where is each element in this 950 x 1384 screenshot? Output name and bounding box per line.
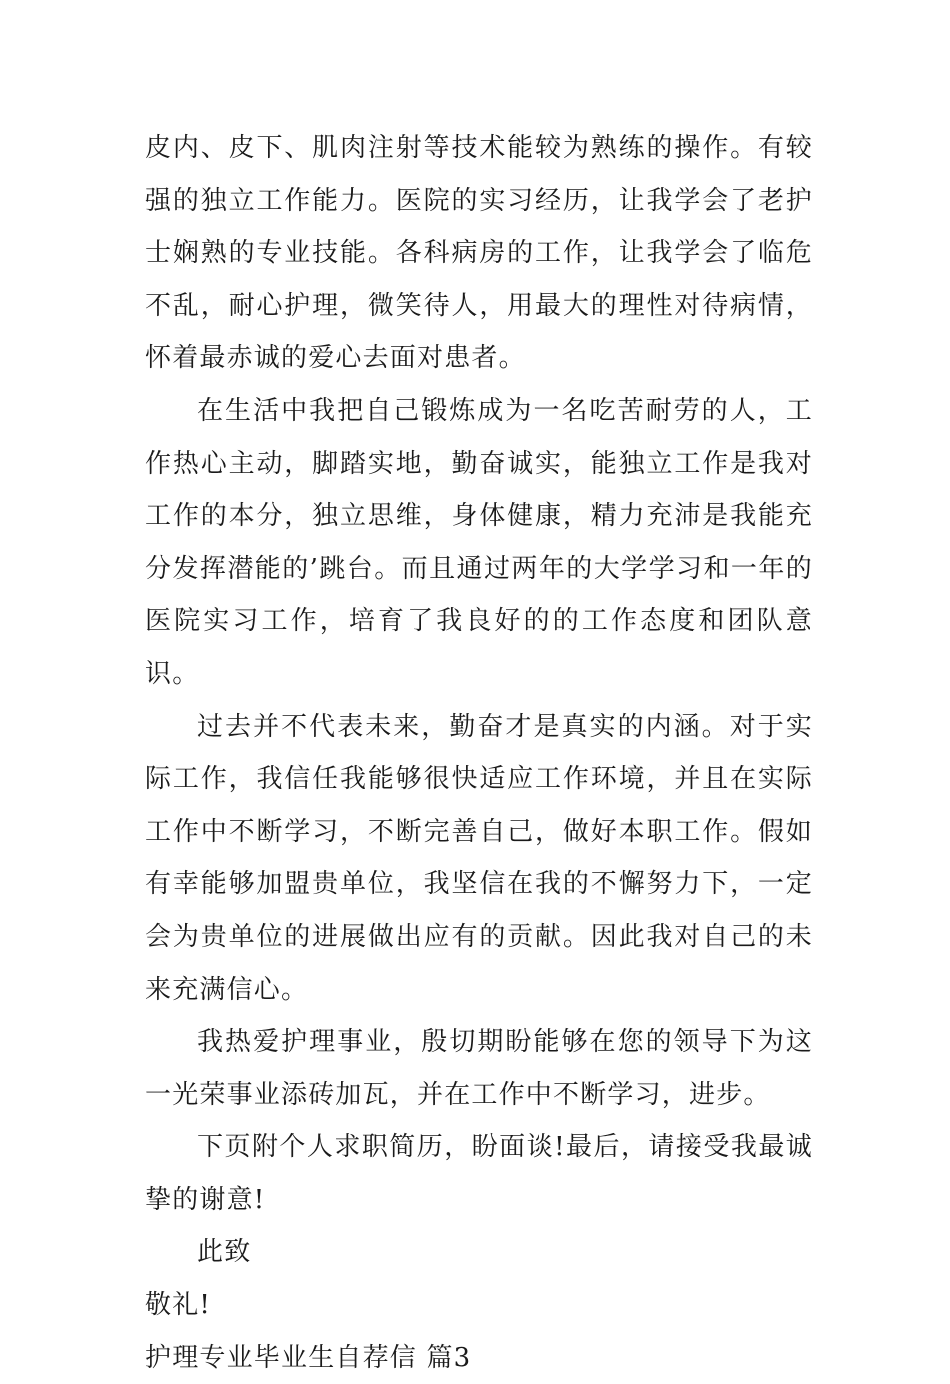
paragraph-career: 我热爱护理事业，殷切期盼能够在您的领导下为这一光荣事业添砖加瓦，并在工作中不断学习，进步。: [145, 1027, 813, 1110]
paragraph-continued: 皮内、皮下、肌肉注射等技术能较为熟练的操作。有较强的独立工作能力。医院的实习经历，让我学会了老护士娴熟的专业技能。各科病房的工作，让我学会了临危不乱，耐心护理，微笑待人，用最大的理性对待病情，怀着最赤诚的爱心去面对患者。: [145, 133, 813, 374]
paragraph-life: 在生活中我把自己锻炼成为一名吃苦耐劳的人，工作热心主动，脚踏实地，勤奋诚实，能独立工作是我对工作的本分，独立思维，身体健康，精力充沛是我能充分发挥潜能的’跳台。而且通过两年的大学学习和一年的医院实习工作，培育了我良好的的工作态度和团队意识。: [145, 395, 813, 689]
next-section-title: 护理专业毕业生自荐信 篇3: [145, 1342, 472, 1373]
salutation: 敬礼!: [145, 1290, 212, 1321]
paragraph-future: 过去并不代表未来，勤奋才是真实的内涵。对于实际工作，我信任我能够很快适应工作环境，并且在实际工作中不断学习，不断完善自己，做好本职工作。假如有幸能够加盟贵单位，我坚信在我的不懈努力下，一定会为贵单位的进展做出应有的贡献。因此我对自己的未来充满信心。: [145, 711, 813, 1005]
paragraph-resume-note: 下页附个人求职简历，盼面谈!最后，请接受我最诚挚的谢意!: [145, 1132, 813, 1215]
document-body: [145, 122, 813, 1384]
closing-line: 此致: [197, 1237, 252, 1268]
